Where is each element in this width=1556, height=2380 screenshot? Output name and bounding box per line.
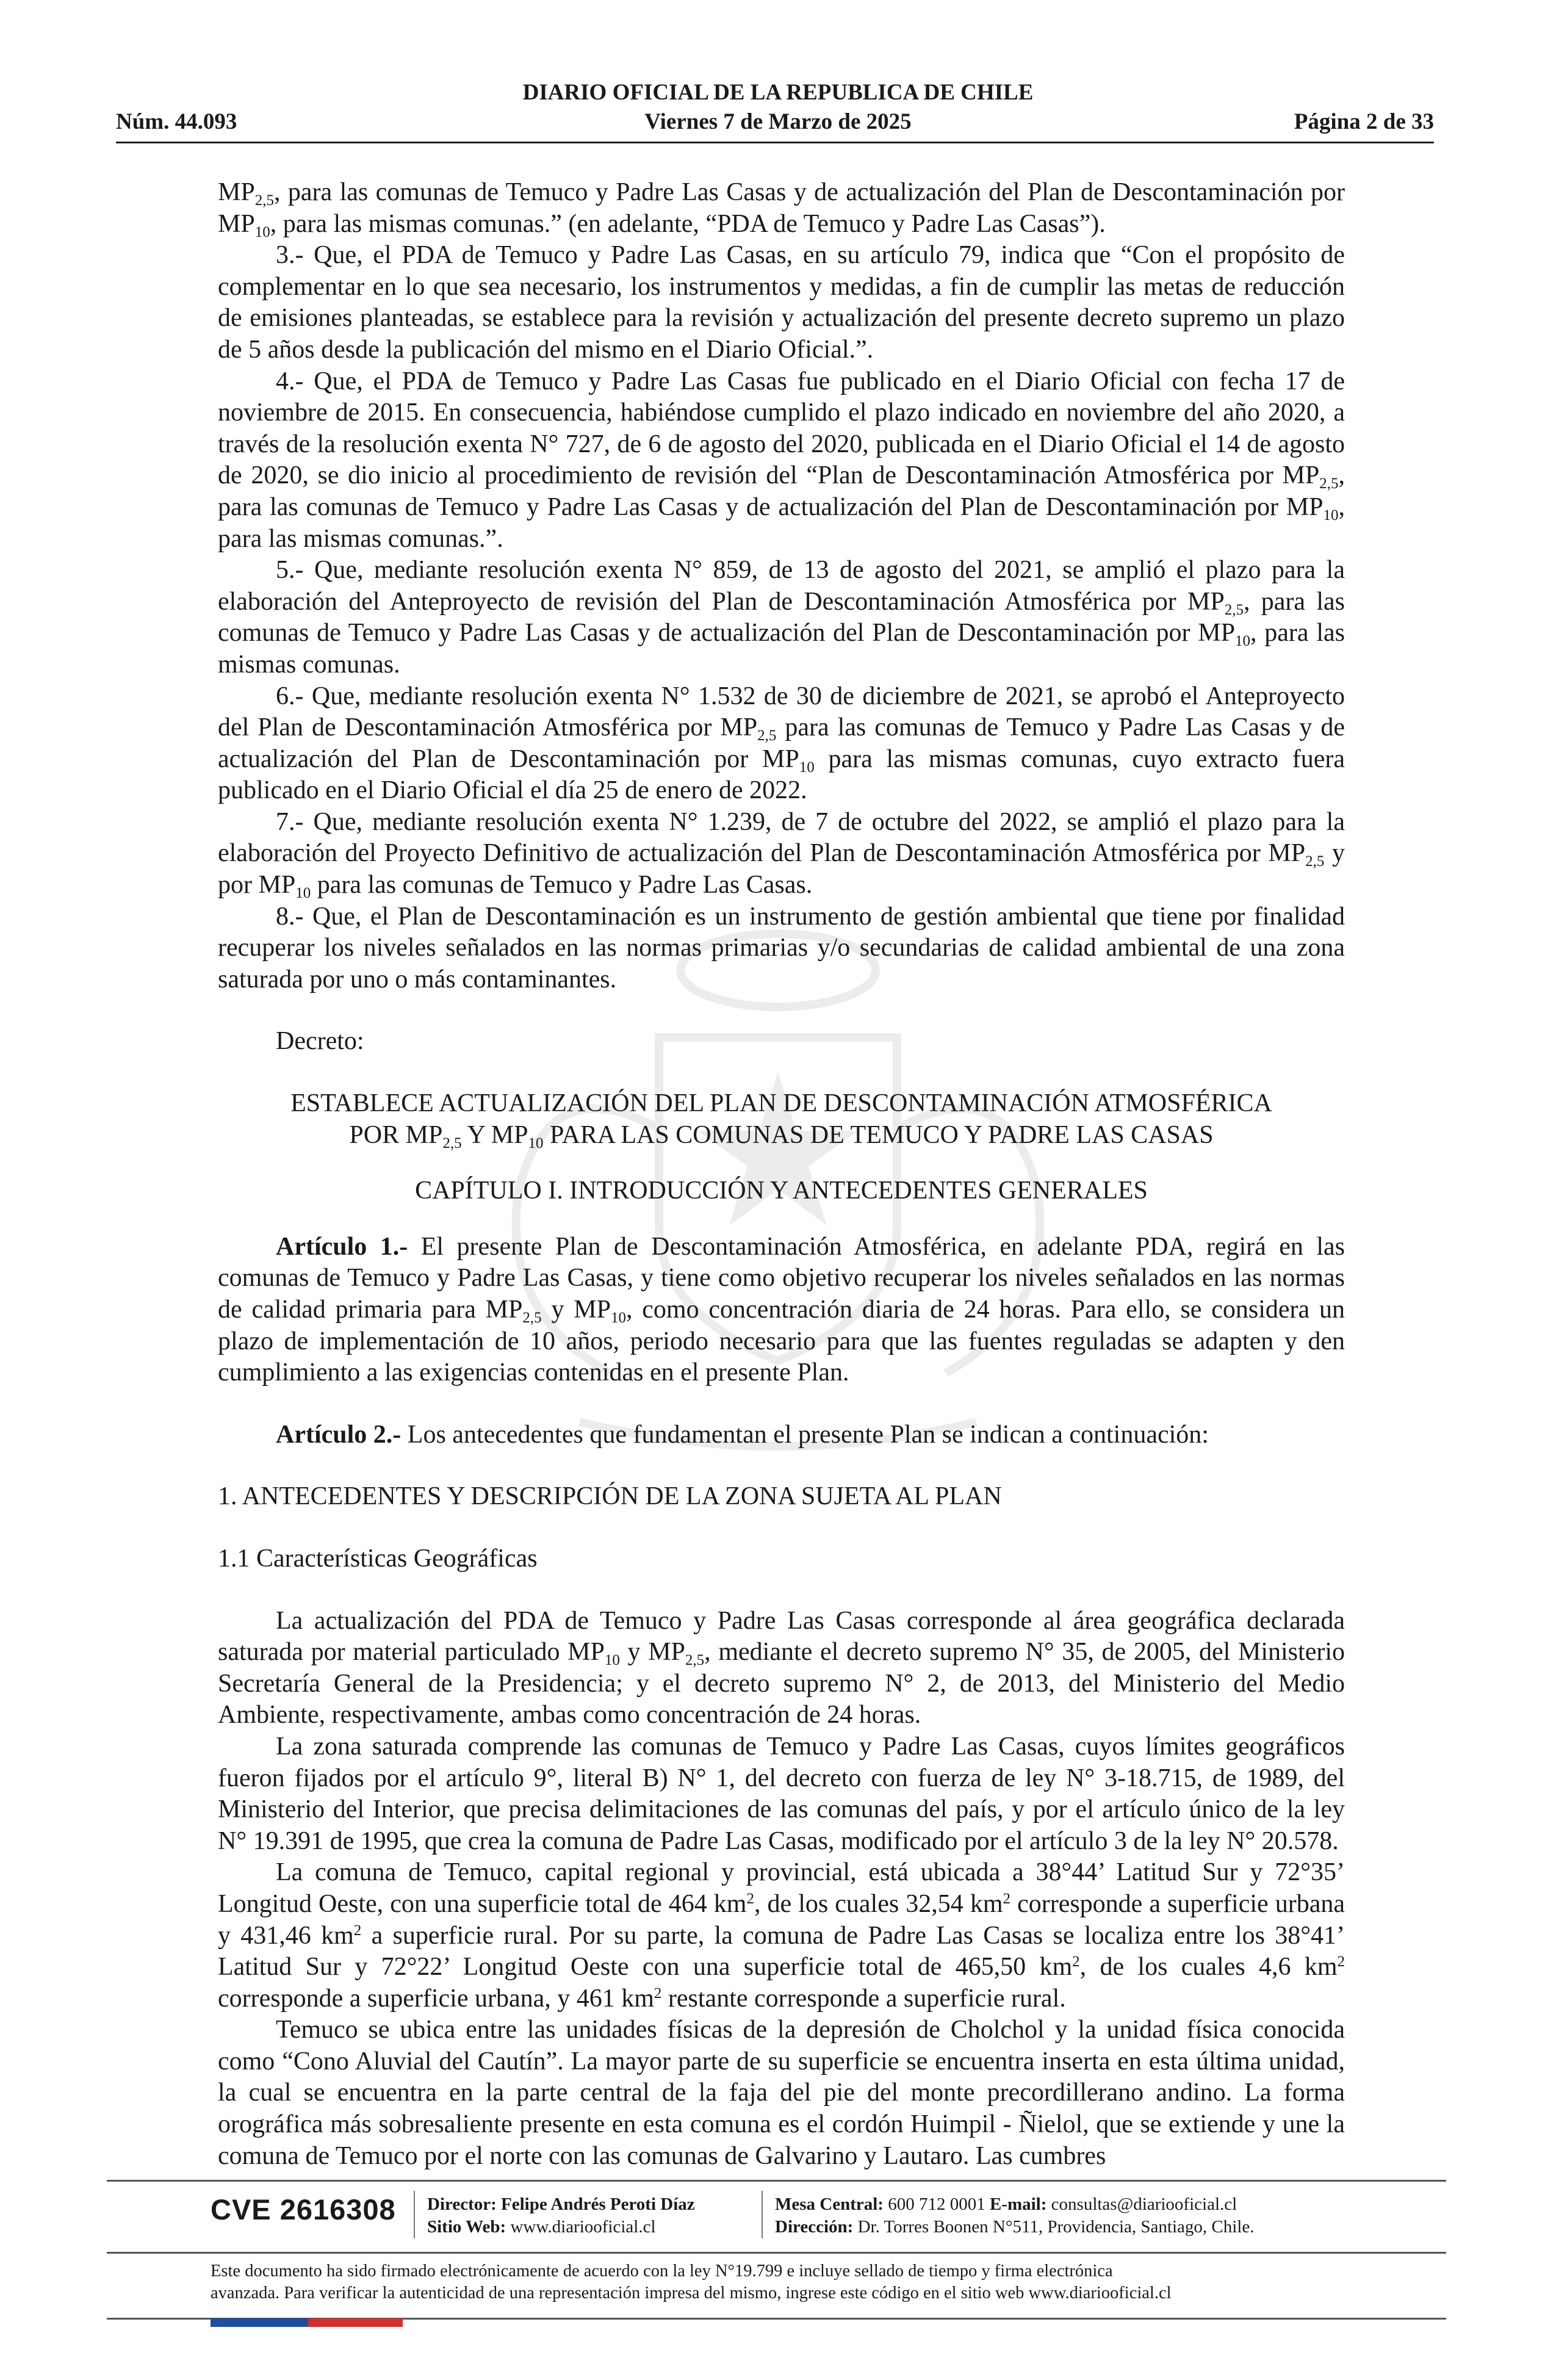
paragraph-zone-3: La comuna de Temuco, capital regional y provincial, está ubicada a 38°44’ Latitud Sur y 72°35’ Longitud Oeste, con una superficie total de 464 $km^2$, de los cuales 32,54 $km^2$ corresponde a superficie urbana y 431,46 $km^2$ a superficie rural. Por su parte, la comuna de Padre Las Casas se localiza entre los 38°41’ Latitud Sur y 72°22’ Longitud Oeste con una superficie total de 465,50 $km^2$, de los cuales 4,6 $km^2$ corresponde a superficie urbana, y 461 $km^2$ restante corresponde a superficie rural. bbox=[218, 1858, 1345, 2013]
paragraph-8: 8.- Que, el Plan de Descontaminación es un instrumento de gestión ambiental que tiene por finalidad recuperar los niveles señalados en las normas primarias y/o secundarias de calidad ambiental de una zona saturada por uno o más contaminantes. bbox=[218, 902, 1345, 993]
masthead-date: Viernes 7 de Marzo de 2025 bbox=[644, 109, 912, 134]
flag-stripe-red bbox=[308, 2318, 403, 2327]
website-link[interactable]: www.diariooficial.cl bbox=[510, 2217, 656, 2237]
flag-stripe-blue bbox=[211, 2318, 308, 2327]
article-2: Artículo 2.- Los antecedentes que fundamentan el presente Plan se indican a continuación: bbox=[276, 1420, 1209, 1449]
paragraph-zone-1: La actualización del PDA de Temuco y Padre Las Casas corresponde al área geográfica declarada saturada por material particulado $MP_{10}$ y $MP_{2,5}$, mediante el decreto supremo N° 35, de 2005, del Ministerio Secretaría General de la Presidencia; y el decreto supremo N° 2, de 2013, del Ministerio del Medio Ambiente, respectivamente, ambas como concentración de 24 horas. bbox=[218, 1606, 1345, 1729]
paragraph-6: 6.- Que, mediante resolución exenta N° 1.532 de 30 de diciembre de 2021, se aprobó el Anteproyecto del Plan de Descontaminación Atmosférica por $MP_{2,5}$ para las comunas de Temuco y Padre Las Casas y de actualización del Plan de Descontaminación por $MP_{10}$ para las mismas comunas, cuyo extracto fuera publicado en el Diario Oficial el día 25 de enero de 2022. bbox=[218, 682, 1345, 805]
signature-disclaimer: Este documento ha sido firmado electrónicamente de acuerdo con la ley N°19.799 e incluye sellado de tiempo y firma electrónica avanzada. Para verificar la autenticidad de una representación impresa del mismo, ingrese este código en el sitio web www.diariooficial.cl bbox=[211, 2262, 1172, 2302]
email-link[interactable]: consultas@diariooficial.cl bbox=[1051, 2194, 1237, 2214]
document-body bbox=[218, 177, 1345, 2172]
section-1-heading: 1. ANTECEDENTES Y DESCRIPCIÓN DE LA ZONA SUJETA AL PLAN bbox=[218, 1482, 1002, 1511]
paragraph-zone-4: Temuco se ubica entre las unidades físicas de la depresión de Cholchol y la unidad física conocida como “Cono Aluvial del Cautín”. La mayor parte de su superficie se encuentra inserta en esta última unidad, la cual se encuentra en la parte central de la faja del pie del monte precordillerano andino. La forma orográfica más sobresaliente presente en esta comuna es el cordón Huimpil - Ñielol, que se extiende y une la comuna de Temuco por el norte con las comunas de Galvarino y Lautaro. Las cumbres bbox=[218, 2016, 1345, 2170]
header-divider bbox=[116, 142, 1434, 143]
footer-divider-top bbox=[107, 2180, 1446, 2182]
article-1: Artículo 1.- El presente Plan de Descontaminación Atmosférica, en adelante PDA, regirá en las comunas de Temuco y Padre Las Casas, y tiene como objetivo recuperar los niveles señalados en las normas de calidad primaria para $MP_{2,5}$ y $MP_{10}$, como concentración diaria de 24 horas. Para ello, se considera un plazo de implementación de 10 años, periodo necesario para que las fuentes reguladas se adapten y den cumplimiento a las exigencias contenidas en el presente Plan. bbox=[218, 1232, 1345, 1387]
decreto-label: Decreto: bbox=[276, 1027, 364, 1056]
paragraph-7: 7.- Que, mediante resolución exenta N° 1.239, de 7 de octubre del 2022, se amplió el plazo para la elaboración del Proyecto Definitivo de actualización del Plan de Descontaminación Atmosférica por $MP_{2,5}$ y por $MP_{10}$ para las comunas de Temuco y Padre Las Casas. bbox=[218, 807, 1345, 902]
paragraph-3: 3.- Que, el PDA de Temuco y Padre Las Casas, en su artículo 79, indica que “Con el propósito de complementar en lo que sea necesario, los instrumentos y medidas, a fin de cumplir las metas de reducción de emisiones planteadas, se establece para la revisión y actualización del presente decreto supremo un plazo de 5 años desde la publicación del mismo en el Diario Oficial.”. bbox=[218, 241, 1345, 364]
paragraph-4: 4.- Que, el PDA de Temuco y Padre Las Casas fue publicado en el Diario Oficial con fecha 17 de noviembre de 2015. En consecuencia, habiéndose cumplido el plazo indicado en noviembre del año 2020, a través de la resolución exenta N° 727, de 6 de agosto del 2020, publicada en el Diario Oficial el 14 de agosto de 2020, se dio inicio al procedimiento de revisión del “Plan de Descontaminación Atmosférica por $MP_{2,5}$, para las comunas de Temuco y Padre Las Casas y de actualización del Plan de Descontaminación por $MP_{10}$, para las mismas comunas.”. bbox=[218, 367, 1345, 553]
footer-contact-block: Mesa Central: 600 712 0001 E-mail: consultas@diariooficial.cl Dirección: Dr. Torres Boonen N°511, Providencia, Santiago, Chile. bbox=[775, 2194, 1255, 2237]
decree-title: ESTABLECE ACTUALIZACIÓN DEL PLAN DE DESCONTAMINACIÓN ATMOSFÉRICA POR $MP_{2,5}$ Y $MP_{10}$ PARA LAS COMUNAS DE TEMUCO Y PADRE LAS CASAS bbox=[290, 1089, 1272, 1152]
chapter-title: CAPÍTULO I. INTRODUCCIÓN Y ANTECEDENTES GENERALES bbox=[415, 1177, 1148, 1205]
masthead-title: DIARIO OFICIAL DE LA REPUBLICA DE CHILE bbox=[522, 80, 1034, 105]
paragraph-1: $MP_{2,5}$, para las comunas de Temuco y Padre Las Casas y de actualización del Plan de Descontaminación por $MP_{10}$, para las mismas comunas.” (en adelante, “PDA de Temuco y Padre Las Casas”). bbox=[218, 178, 1345, 240]
issue-number: Núm. 44.093 bbox=[116, 109, 237, 134]
paragraph-5: 5.- Que, mediante resolución exenta N° 859, de 13 de agosto del 2021, se amplió el plazo para la elaboración del Anteproyecto de revisión del Plan de Descontaminación Atmosférica por $MP_{2,5}$, para las comunas de Temuco y Padre Las Casas y de actualización del Plan de Descontaminación por $MP_{10}$, para las mismas comunas. bbox=[218, 556, 1345, 679]
footer-director-block: Director: Felipe Andrés Peroti Díaz Sitio Web: www.diariooficial.cl bbox=[427, 2194, 695, 2237]
page-number: Página 2 de 33 bbox=[1294, 109, 1434, 134]
cve-code: CVE 2616308 bbox=[211, 2193, 396, 2226]
footer-divider-mid bbox=[107, 2252, 1446, 2254]
paragraph-zone-2: La zona saturada comprende las comunas de Temuco y Padre Las Casas, cuyos límites geográficos fueron fijados por el artículo 9°, literal B) N° 1, del decreto con fuerza de ley N° 3-18.715, de 1989, del Ministerio del Interior, que precisa delimitaciones de las comunas del país, y por el artículo único de la ley N° 19.391 de 1995, que crea la comuna de Padre Las Casas, modificado por el artículo 3 de la ley N° 20.578. bbox=[218, 1732, 1345, 1855]
section-1-1-heading: 1.1 Características Geográficas bbox=[218, 1544, 538, 1573]
